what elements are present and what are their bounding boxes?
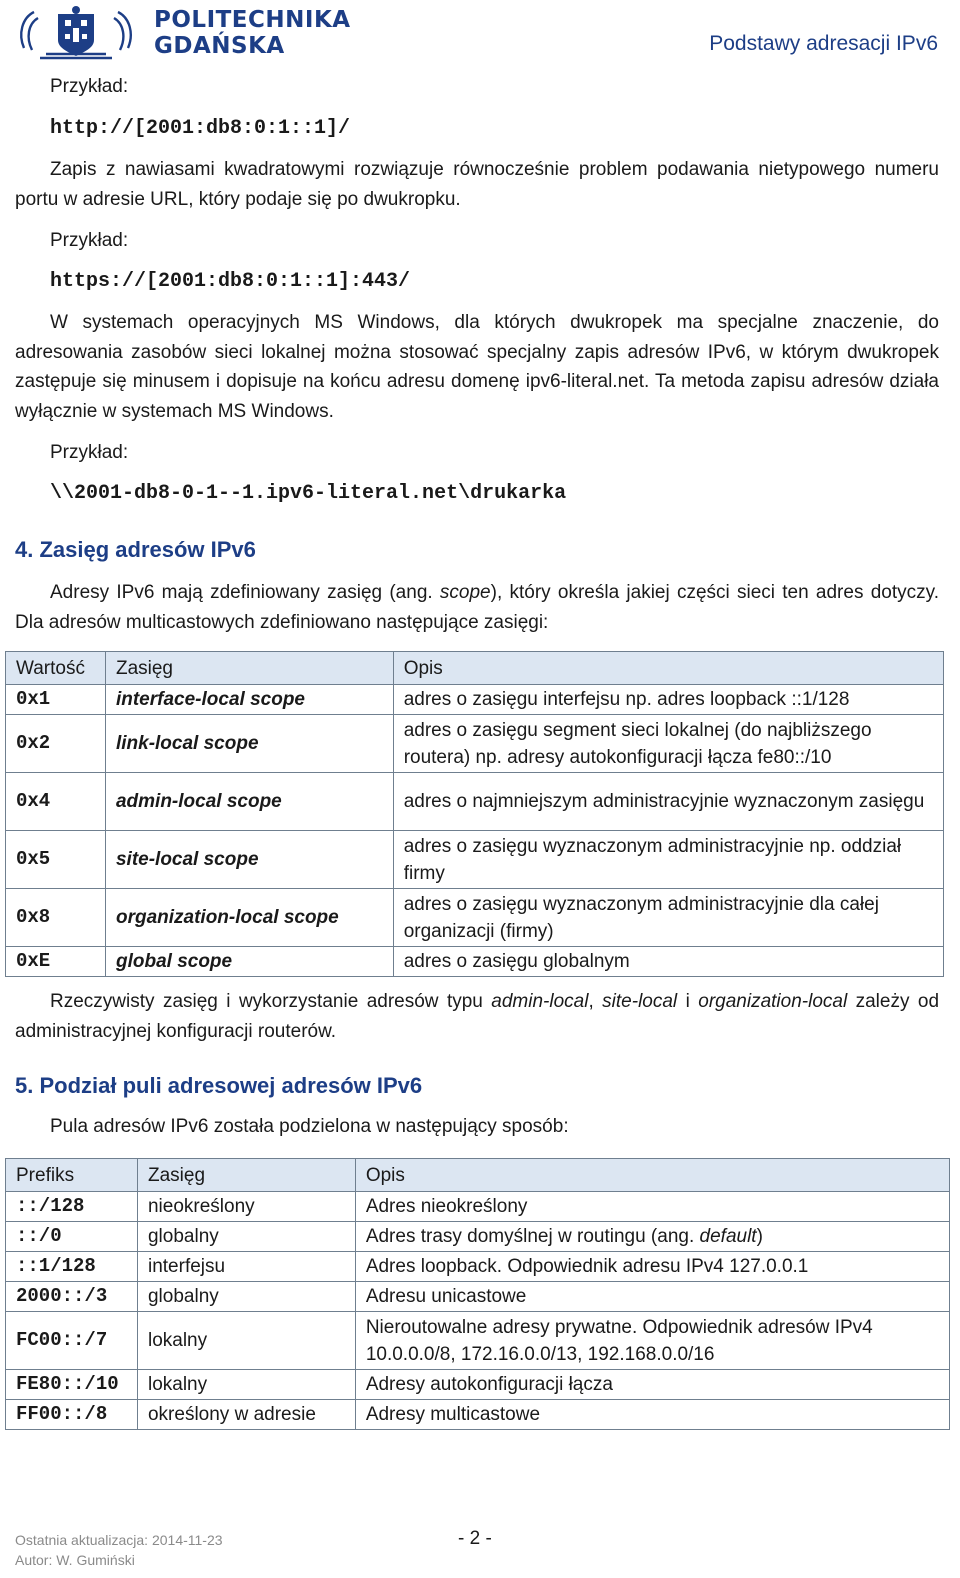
logo-wordmark bbox=[154, 7, 351, 59]
table-row bbox=[6, 1282, 950, 1312]
scope-cell: adres o zasięgu globalnym bbox=[393, 947, 943, 977]
column-header: Wartość bbox=[6, 652, 106, 685]
scope-note-part2: zależy od administracyjnej konfiguracji routerów. bbox=[15, 991, 940, 1042]
pool-cell: określony w adresie bbox=[137, 1400, 355, 1430]
table-row bbox=[6, 715, 944, 773]
table-header-row bbox=[6, 1159, 950, 1192]
scope-cell: 0x5 bbox=[6, 831, 106, 889]
scope-intro-em: scope bbox=[439, 582, 491, 603]
scope-note-part1: Rzeczywisty zasięg i wykorzystanie adresów typu bbox=[50, 991, 492, 1012]
example-label: Przykład: bbox=[50, 230, 129, 251]
pool-cell: Adresy autokonfiguracji łącza bbox=[355, 1370, 949, 1400]
pool-cell: globalny bbox=[137, 1282, 355, 1312]
column-header: Zasięg bbox=[105, 652, 393, 685]
column-header: Zasięg bbox=[137, 1159, 355, 1192]
scope-cell: admin-local scope bbox=[105, 773, 393, 831]
pool-cell: Adres loopback. Odpowiednik adresu IPv4 127.0.0.1 bbox=[355, 1252, 949, 1282]
logo-line1: POLITECHNIKA bbox=[154, 7, 351, 33]
paragraph-scope-intro bbox=[15, 578, 939, 637]
pool-cell: FC00::/7 bbox=[6, 1312, 138, 1370]
scope-cell: site-local scope bbox=[105, 831, 393, 889]
scope-cell: adres o zasięgu interfejsu np. adres loopback ::1/128 bbox=[393, 685, 943, 715]
column-header: Opis bbox=[355, 1159, 949, 1192]
table-row bbox=[6, 685, 944, 715]
table-row bbox=[6, 1222, 950, 1252]
pool-cell: ::1/128 bbox=[6, 1252, 138, 1282]
scope-cell: 0x4 bbox=[6, 773, 106, 831]
paragraph-windows: W systemach operacyjnych MS Windows, dla których dwukropek ma specjalne znaczenie, do adresowania zasobów sieci lokalnej można stosować specjalny zapis adresów IPv6, w którym dwukropek zastępuje się minusem i dopisuje na końcu adresu domenę ipv6-literal.net. Ta metoda zapisu adresów działa wyłącznie w systemach MS Windows. bbox=[15, 312, 939, 422]
footer-author: Autor: W. Gumiński bbox=[15, 1552, 135, 1568]
paragraph-brackets: Zapis z nawiasami kwadratowymi rozwiązuje równocześnie problem podawania nietypowego numeru portu w adresie URL, który podaje się po dwukropku. bbox=[15, 159, 939, 210]
code-example-literal: \\2001-db8-0-1--1.ipv6-literal.net\drukarka bbox=[50, 482, 567, 505]
footer-meta bbox=[15, 1530, 223, 1570]
document-title: Podstawy adresacji IPv6 bbox=[709, 32, 938, 55]
column-header: Prefiks bbox=[6, 1159, 138, 1192]
scope-cell: 0x2 bbox=[6, 715, 106, 773]
pool-cell: ::/128 bbox=[6, 1192, 138, 1222]
cell-emphasis: default bbox=[699, 1226, 757, 1247]
pool-cell: interfejsu bbox=[137, 1252, 355, 1282]
scope-cell: global scope bbox=[105, 947, 393, 977]
pool-cell: nieokreślony bbox=[137, 1192, 355, 1222]
pool-cell: 2000::/3 bbox=[6, 1282, 138, 1312]
paragraph-scope-note bbox=[15, 987, 939, 1046]
scope-cell: 0xE bbox=[6, 947, 106, 977]
paragraph-pool-intro: Pula adresów IPv6 została podzielona w następujący sposób: bbox=[50, 1116, 569, 1137]
scope-note-em3: organization-local bbox=[698, 991, 848, 1012]
cell-text: ) bbox=[756, 1226, 763, 1247]
table-row bbox=[6, 1370, 950, 1400]
table-row bbox=[6, 889, 944, 947]
pool-cell: lokalny bbox=[137, 1370, 355, 1400]
scope-cell: 0x8 bbox=[6, 889, 106, 947]
pool-cell: lokalny bbox=[137, 1312, 355, 1370]
pool-cell: Nieroutowalne adresy prywatne. Odpowiednik adresów IPv4 10.0.0.0/8, 172.16.0.0/13, 192.168.0.0/16 bbox=[355, 1312, 949, 1370]
scope-note-sep2: i bbox=[677, 991, 699, 1012]
table-row bbox=[6, 1312, 950, 1370]
footer-updated: Ostatnia aktualizacja: 2014-11-23 bbox=[15, 1532, 223, 1548]
page-number: - 2 - bbox=[458, 1528, 492, 1549]
scope-cell: adres o najmniejszym administracyjnie wyznaczonym zasięgu bbox=[393, 773, 943, 831]
column-header: Opis bbox=[393, 652, 943, 685]
cell-text: Adres trasy domyślnej w routingu (ang. bbox=[365, 1226, 700, 1247]
scope-intro-part2: ), który określa jakiej części sieci ten adres dotyczy. Dla adresów multicastowych zdefiniowano następujące zasięgi: bbox=[15, 582, 939, 633]
scope-note-em1: admin-local bbox=[491, 991, 589, 1012]
pool-cell bbox=[355, 1222, 949, 1252]
scope-cell: organization-local scope bbox=[105, 889, 393, 947]
university-logo bbox=[16, 4, 351, 62]
pool-cell: ::/0 bbox=[6, 1222, 138, 1252]
code-example-url: http://[2001:db8:0:1::1]/ bbox=[50, 117, 351, 140]
scope-table bbox=[5, 651, 944, 977]
section-heading-scope: 4. Zasięg adresów IPv6 bbox=[15, 537, 256, 562]
logo-line2: GDAŃSKA bbox=[154, 33, 285, 59]
scope-note-sep1: , bbox=[588, 991, 603, 1012]
pool-cell: Adresu unicastowe bbox=[355, 1282, 949, 1312]
example-label: Przykład: bbox=[50, 442, 129, 463]
crest-icon bbox=[16, 4, 136, 60]
scope-cell: link-local scope bbox=[105, 715, 393, 773]
pool-cell: globalny bbox=[137, 1222, 355, 1252]
table-row bbox=[6, 947, 944, 977]
table-row bbox=[6, 773, 944, 831]
scope-cell: adres o zasięgu wyznaczonym administracyjnie np. oddział firmy bbox=[393, 831, 943, 889]
pool-cell: Adres nieokreślony bbox=[355, 1192, 949, 1222]
scope-cell: interface-local scope bbox=[105, 685, 393, 715]
example-label: Przykład: bbox=[50, 76, 129, 97]
scope-cell: adres o zasięgu segment sieci lokalnej (do najbliższego routera) np. adresy autokonfiguracji łącza fe80::/10 bbox=[393, 715, 943, 773]
section-heading-pool: 5. Podział puli adresowej adresów IPv6 bbox=[15, 1073, 423, 1098]
code-example-port: https://[2001:db8:0:1::1]:443/ bbox=[50, 270, 411, 293]
table-row bbox=[6, 1252, 950, 1282]
pool-cell: FF00::/8 bbox=[6, 1400, 138, 1430]
address-pool-table bbox=[5, 1158, 950, 1430]
scope-intro-part1: Adresy IPv6 mają zdefiniowany zasięg (ang. bbox=[50, 582, 440, 603]
table-header-row bbox=[6, 652, 944, 685]
pool-cell: FE80::/10 bbox=[6, 1370, 138, 1400]
table-row bbox=[6, 831, 944, 889]
scope-note-em2: site-local bbox=[602, 991, 678, 1012]
pool-cell: Adresy multicastowe bbox=[355, 1400, 949, 1430]
table-row bbox=[6, 1192, 950, 1222]
scope-cell: 0x1 bbox=[6, 685, 106, 715]
table-row bbox=[6, 1400, 950, 1430]
scope-cell: adres o zasięgu wyznaczonym administracyjnie dla całej organizacji (firmy) bbox=[393, 889, 943, 947]
